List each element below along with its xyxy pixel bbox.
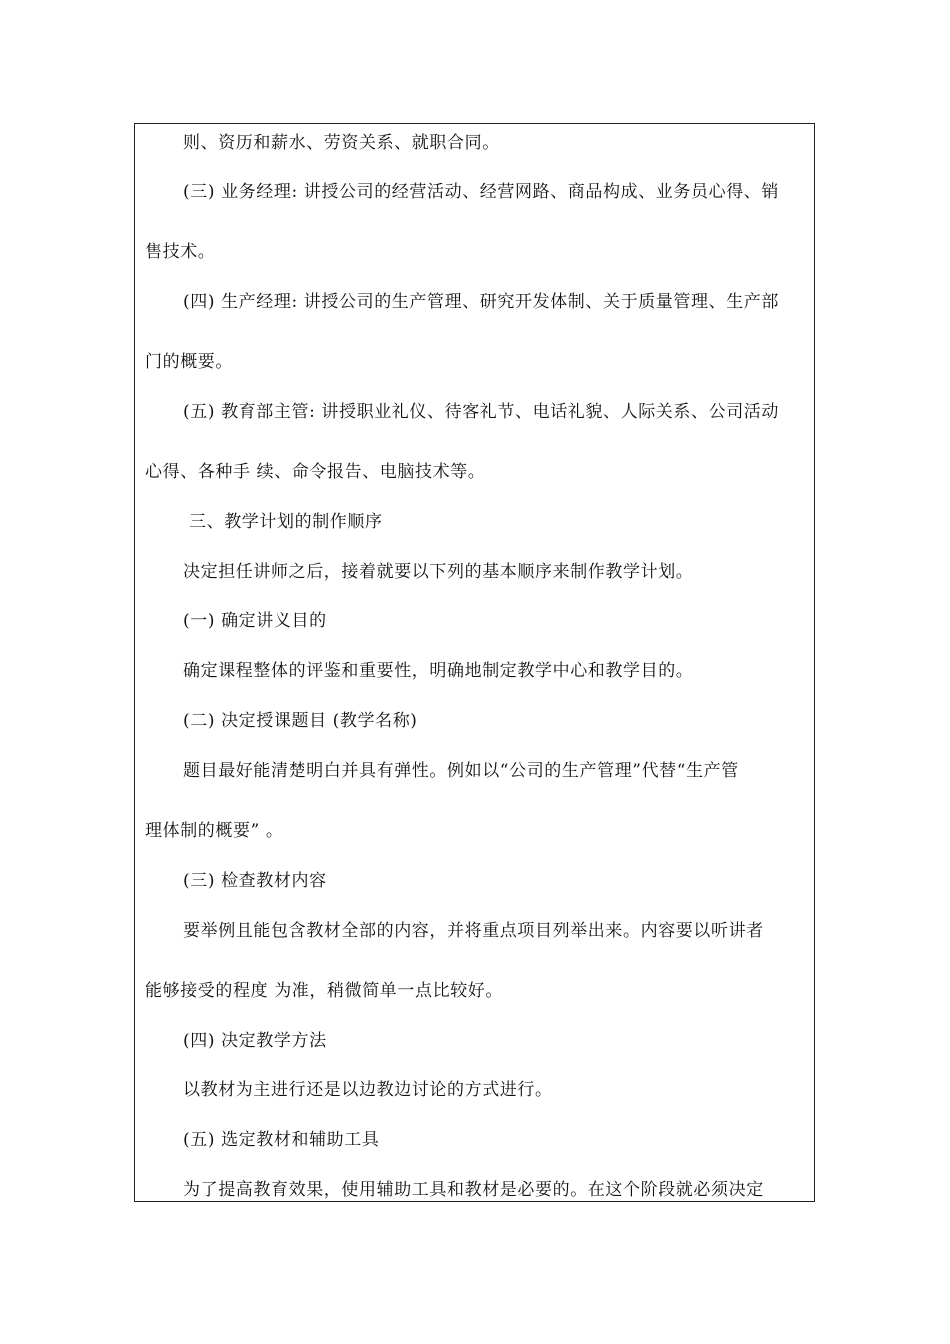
paragraph-line: 则、资历和薪水、劳资关系、就职合同。 [183, 133, 500, 153]
paragraph-line: (四) 决定教学方法 [183, 1031, 327, 1051]
paragraph-line: (三) 业务经理: 讲授公司的经营活动、经营网路、商品构成、业务员心得、销 [183, 182, 779, 202]
paragraph-line: 题目最好能清楚明白并具有弹性。例如以“公司的生产管理”代替“生产管 [183, 761, 739, 781]
paragraph-line: (一) 确定讲义目的 [183, 611, 327, 631]
paragraph-line: 售技术。 [145, 242, 216, 262]
paragraph-line: 心得、各种手 续、命令报告、电脑技术等。 [145, 462, 486, 482]
paragraph-line: (三) 检查教材内容 [183, 871, 327, 891]
paragraph-line: 能够接受的程度 为准，稍微简单一点比较好。 [145, 981, 504, 1001]
paragraph-line: 门的概要。 [145, 352, 233, 372]
document-frame [134, 123, 815, 1202]
paragraph-line: 以教材为主进行还是以边教边讨论的方式进行。 [183, 1080, 553, 1100]
paragraph-line: 决定担任讲师之后，接着就要以下列的基本顺序来制作教学计划。 [183, 562, 694, 582]
paragraph-line: (四) 生产经理: 讲授公司的生产管理、研究开发体制、关于质量管理、生产部 [183, 292, 779, 312]
section-heading: 三、教学计划的制作顺序 [189, 512, 383, 532]
paragraph-line: 理体制的概要” 。 [145, 821, 284, 841]
paragraph-line: (五) 选定教材和辅助工具 [183, 1130, 380, 1150]
paragraph-line: (五) 教育部主管: 讲授职业礼仪、待客礼节、电话礼貌、人际关系、公司活动 [183, 402, 779, 422]
paragraph-line: 确定课程整体的评鉴和重要性，明确地制定教学中心和教学目的。 [183, 661, 694, 681]
paragraph-line: (二) 决定授课题目 (教学名称) [183, 711, 418, 731]
paragraph-line: 为了提高教育效果，使用辅助工具和教材是必要的。在这个阶段就必须决定 [183, 1180, 764, 1200]
paragraph-line: 要举例且能包含教材全部的内容，并将重点项目列举出来。内容要以听讲者 [183, 921, 764, 941]
